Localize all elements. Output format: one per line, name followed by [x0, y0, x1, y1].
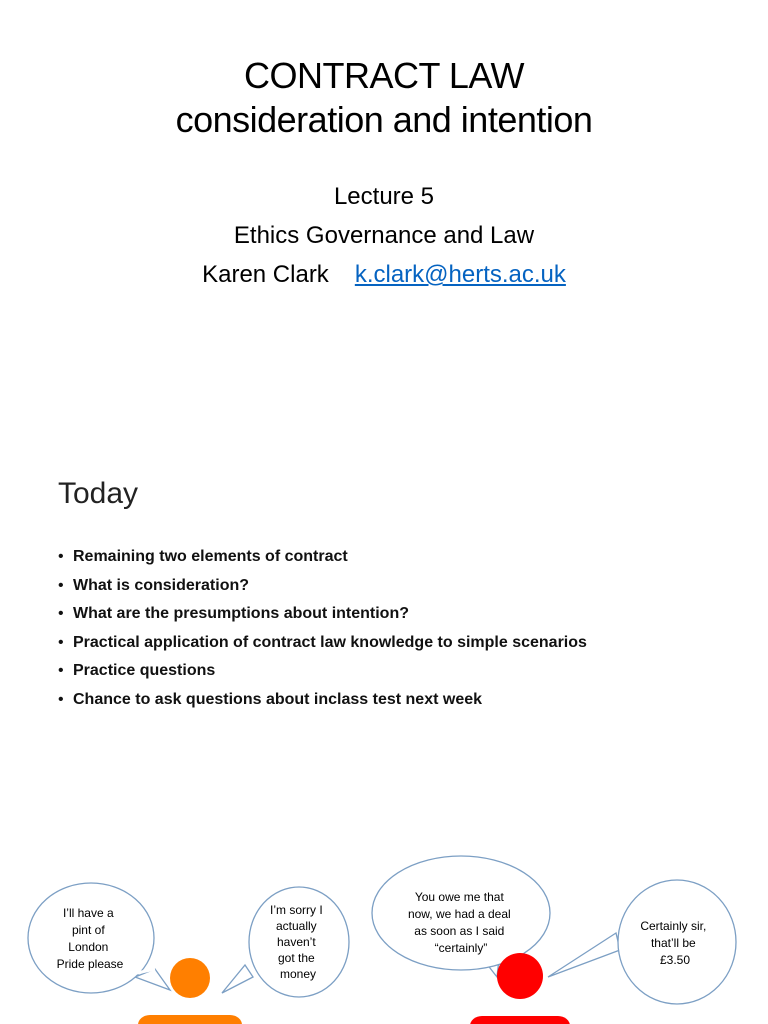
- presenter-name: Karen Clark: [202, 261, 329, 288]
- presenter-line: [0, 260, 768, 290]
- slide-title-line-2: consideration and intention: [175, 99, 593, 140]
- bubble-1-text: I’ll have a pint of London Pride please: [56, 906, 124, 971]
- agenda-item: • What is consideration?: [58, 572, 587, 601]
- email-link[interactable]: k.clark@herts.ac.uk: [354, 261, 566, 288]
- agenda-item: • What are the presumptions about intention?: [58, 600, 587, 629]
- agenda-item: • Remaining two elements of contract: [58, 543, 587, 572]
- agenda-item: • Practice questions: [58, 657, 587, 686]
- bubble-4-text: Certainly sir, that’ll be £3.50: [640, 919, 707, 967]
- agenda-item: • Chance to ask questions about inclass test next week: [58, 686, 587, 715]
- speech-bubble-1: [28, 883, 170, 993]
- agenda-heading: Today: [58, 477, 139, 510]
- agenda-item: • Practical application of contract law knowledge to simple scenarios: [58, 629, 587, 658]
- bubble-2-text: I’m sorry I actually haven’t got the money: [269, 903, 323, 981]
- title-slide: [0, 0, 768, 440]
- speech-bubble-cartoon: [0, 455, 768, 1024]
- agenda-slide: [0, 455, 768, 1024]
- speech-bubble-2: [222, 887, 349, 997]
- bubble-3-text: You owe me that now, we had a deal as soon as I said “certainly”: [407, 890, 511, 955]
- slide-title-line-1: CONTRACT LAW: [243, 55, 524, 96]
- lecture-number: Lecture 5: [333, 183, 435, 210]
- module-name: Ethics Governance and Law: [233, 222, 535, 249]
- speech-bubble-4: [548, 880, 736, 1004]
